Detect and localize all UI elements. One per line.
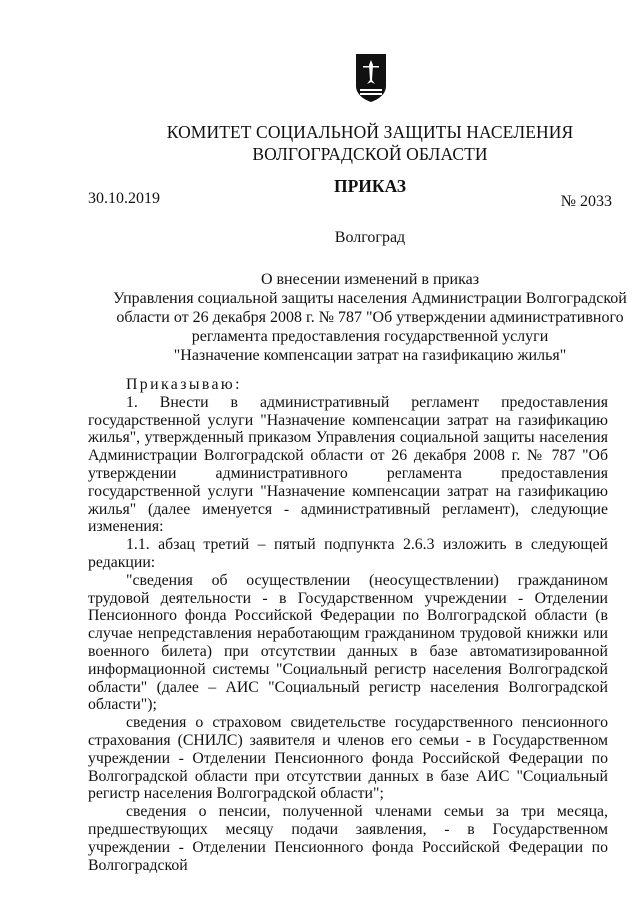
document-type: ПРИКАЗ: [333, 176, 407, 196]
volgograd-coat-of-arms-icon: [355, 53, 387, 103]
body-paragraph: 1. Внести в административный регламент предоставления государственной услуги "Назначение компенсации затрат на газификацию жилья", утвержденный приказом Управления социальной защиты населения Администрации Волгоградской области от 26 декабря 2008 г. № 787 "Об утверждении административного регламента предоставления государственной услуги "Назначение компенсации затрат на газификацию жилья" (далее именуется - административный регламент), следующие изменения:: [88, 393, 608, 536]
subject-line: Управления социальной защиты населения Администрации Волгоградской: [113, 290, 627, 307]
document-date: 30.10.2019: [88, 190, 160, 207]
body-paragraph: "сведения об осуществлении (неосуществлении) гражданином трудовой деятельности - в Государственном учреждении - Отделении Пенсионного фонда Российской Федерации по Волгоградской области (в случае непредставления неработающим гражданином трудовой книжки или военного билета) при отсутствии данных в базе автоматизированной информационной системы "Социальный регистр населения Волгоградской области" (далее – АИС "Социальный регистр населения Волгоградской области");: [88, 571, 608, 714]
organization-name: [0, 121, 640, 165]
organization-name-line1: КОМИТЕТ СОЦИАЛЬНОЙ ЗАЩИТЫ НАСЕЛЕНИЯ: [166, 122, 574, 142]
organization-name-line2: ВОЛГОГРАДСКОЙ ОБЛАСТИ: [252, 144, 488, 164]
body-paragraph: 1.1. абзац третий – пятый подпункта 2.6.3 изложить в следующей редакции:: [88, 536, 608, 571]
document-number: № 2033: [560, 193, 612, 210]
subject-line: О внесении изменений в приказ: [260, 271, 480, 288]
subject-line: "Назначение компенсации затрат на газификацию жилья": [173, 347, 567, 364]
body-paragraph: сведения о пенсии, полученной членами семьи за три месяца, предшествующих месяцу подачи заявления, - в Государственном учреждении - Отделении Пенсионного фонда Российской Федерации по Волгоградской: [88, 803, 608, 874]
subject-line: области от 26 декабря 2008 г. № 787 "Об утверждении административного: [116, 309, 624, 326]
body-paragraph: сведения о страховом свидетельстве государственного пенсионного страхования (СНИЛС) заявителя и членов его семьи - в Государственном учреждении - Отделении Пенсионного фонда Российской Федерации по Волгоградской области при отсутствии данных в базе АИС "Социальный регистр населения Волгоградской области";: [88, 714, 608, 803]
subject-line: регламента предоставления государственной услуги: [191, 328, 549, 345]
order-intro: Приказываю:: [126, 376, 242, 393]
document-subject: [100, 270, 640, 365]
document-body: [88, 376, 608, 874]
document-city: Волгоград: [334, 229, 406, 246]
